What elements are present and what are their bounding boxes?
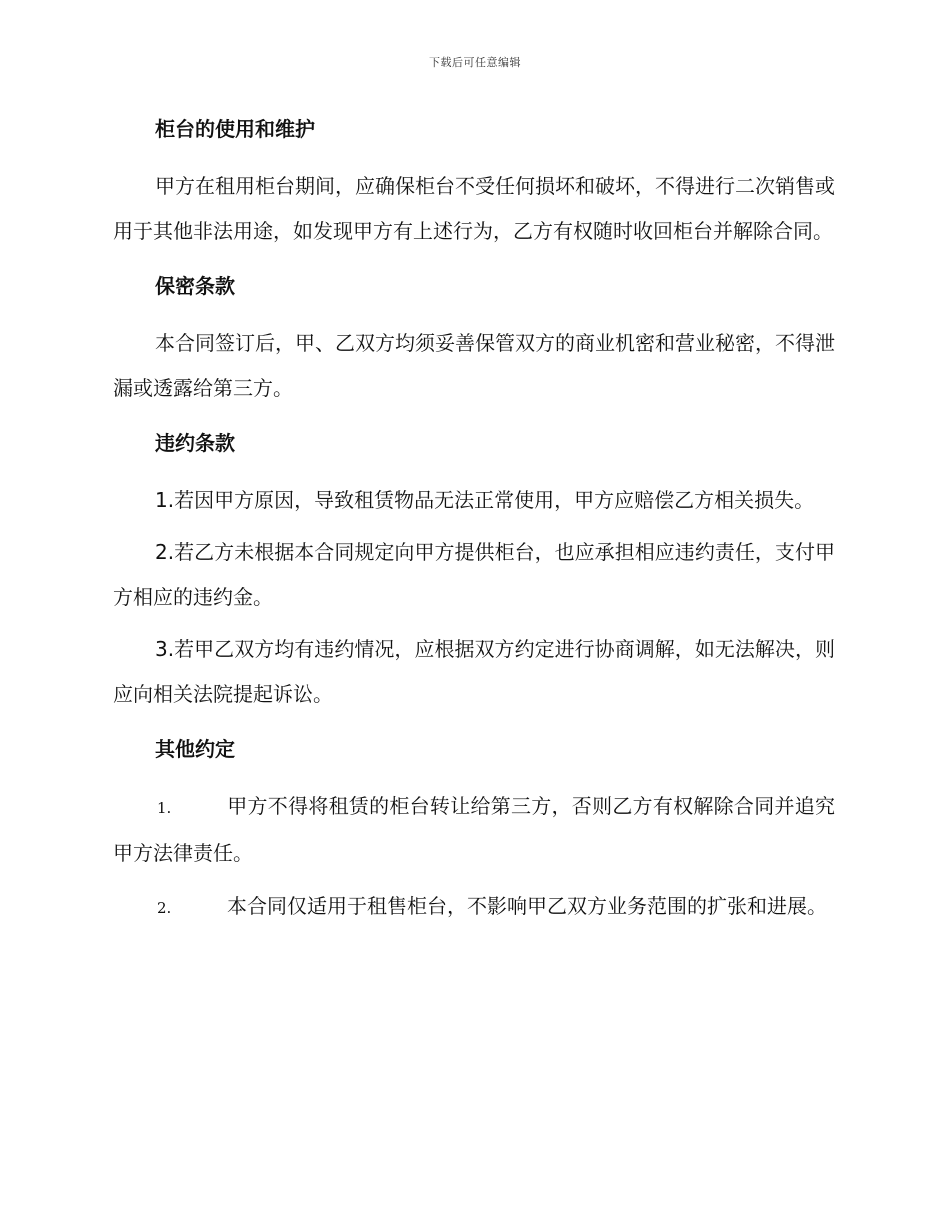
header-note: 下载后可任意编辑 <box>429 56 521 69</box>
section-heading-confidentiality: 保密条款 <box>155 274 235 298</box>
list-number: 1. <box>157 799 172 817</box>
paragraph-usage: 甲方在租用柜台期间，应确保柜台不受任何损坏和破坏，不得进行二次销售或用于其他非法用途，如发现甲方有上述行为，乙方有权随时收回柜台并解除合同。 <box>113 174 835 243</box>
section-heading-other: 其他约定 <box>155 737 235 761</box>
paragraph-breach-1: 1.若因甲方原因，导致租赁物品无法正常使用，甲方应赔偿乙方相关损失。 <box>155 488 815 512</box>
list-item-text: 本合同仅适用于租售柜台，不影响甲乙双方业务范围的扩张和进展。 <box>227 894 827 918</box>
list-item-other-1 <box>113 784 835 876</box>
section-heading-usage: 柜台的使用和维护 <box>155 117 315 141</box>
section-heading-breach: 违约条款 <box>155 431 235 455</box>
list-item-other-2 <box>113 884 835 931</box>
paragraph-confidentiality: 本合同签订后，甲、乙双方均须妥善保管双方的商业机密和营业秘密，不得泄漏或透露给第三方。 <box>113 331 835 400</box>
document-body <box>113 112 835 939</box>
paragraph-breach-2: 2.若乙方未根据本合同规定向甲方提供柜台，也应承担相应违约责任，支付甲方相应的违约金。 <box>113 540 835 609</box>
list-number: 2. <box>157 899 172 917</box>
list-item-text: 甲方不得将租赁的柜台转让给第三方，否则乙方有权解除合同并追究甲方法律责任。 <box>113 794 835 865</box>
paragraph-breach-3: 3.若甲乙双方均有违约情况，应根据双方约定进行协商调解，如无法解决，则应向相关法院提起诉讼。 <box>113 637 835 706</box>
